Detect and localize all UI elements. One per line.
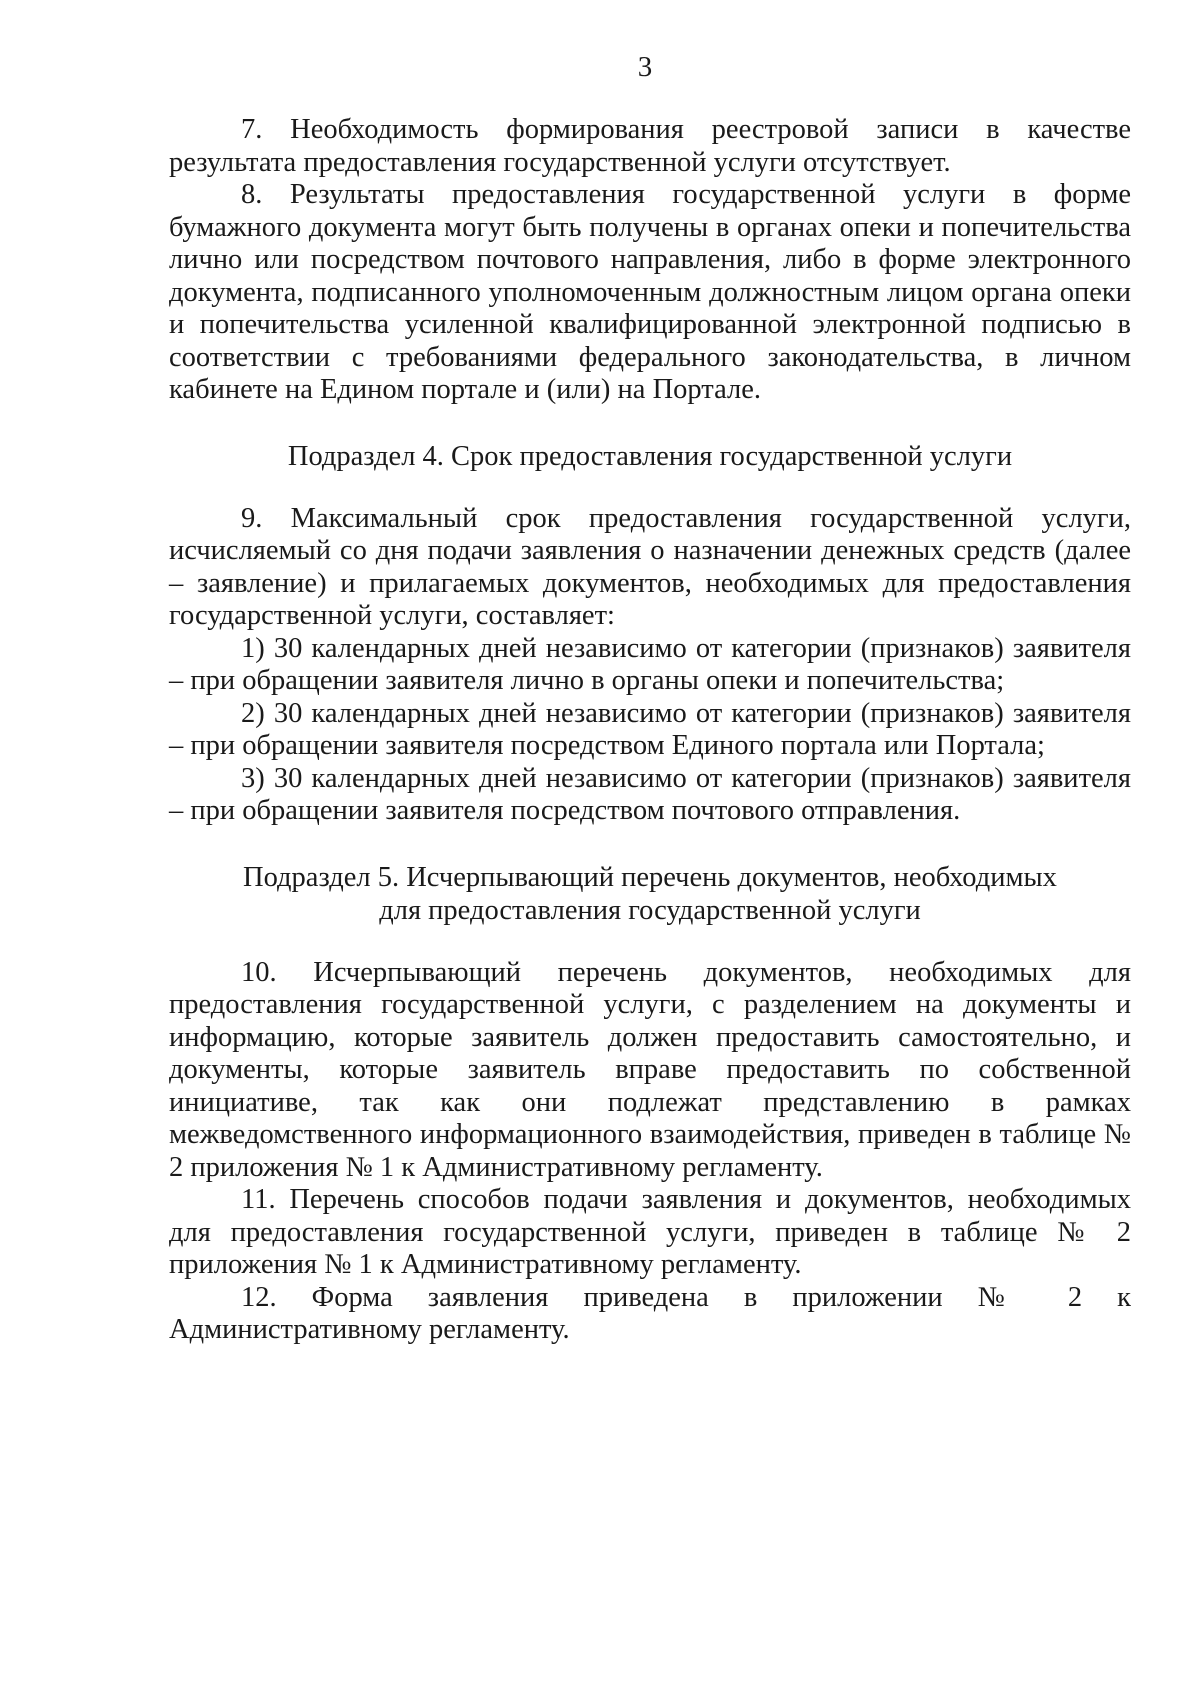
paragraph-10: 10. Исчерпывающий перечень документов, необходимых для предоставления государственной услуги, с разделением на документы и информацию, которые заявитель должен предоставить самостоятельно, и документы, которые заявитель вправе предоставить по собственной инициативе, так как они подлежат представлению в рамках межведомственного информационного взаимодействия, приведен в таблице № 2 приложения № 1 к Административному регламенту. <box>169 956 1131 1183</box>
subsection-5-heading-line-2: для предоставления государственной услуги <box>379 894 921 926</box>
page-number: 3 <box>637 51 653 83</box>
paragraph-8: 8. Результаты предоставления государственной услуги в форме бумажного документа могут быть получены в органах опеки и попечительства лично или посредством почтового направления, либо в форме электронного документа, подписанного уполномоченным должностным лицом органа опеки и попечительства усиленной квалифицированной электронной подписью в соответствии с требованиями федерального законодательства, в личном кабинете на Едином портале и (или) на Портале. <box>169 179 1131 405</box>
subsection-5-heading-line-1: Подраздел 5. Исчерпывающий перечень документов, необходимых <box>243 861 1057 893</box>
paragraph-9-item-2: 2) 30 календарных дней независимо от категории (признаков) заявителя – при обращении заявителя посредством Единого портала или Портала; <box>169 697 1131 761</box>
document-body <box>169 114 1131 1347</box>
paragraph-9-item-1: 1) 30 календарных дней независимо от категории (признаков) заявителя – при обращении заявителя лично в органы опеки и попечительства; <box>169 632 1131 696</box>
paragraph-12: 12. Форма заявления приведена в приложении № 2 к Административному регламенту. <box>169 1281 1131 1345</box>
paragraph-11: 11. Перечень способов подачи заявления и документов, необходимых для предоставления государственной услуги, приведен в таблице № 2 приложения № 1 к Административному регламенту. <box>169 1184 1131 1280</box>
subsection-4-heading: Подраздел 4. Срок предоставления государственной услуги <box>287 440 1013 472</box>
paragraph-9-item-3: 3) 30 календарных дней независимо от категории (признаков) заявителя – при обращении заявителя посредством почтового отправления. <box>169 762 1131 826</box>
paragraph-9: 9. Максимальный срок предоставления государственной услуги, исчисляемый со дня подачи заявления о назначении денежных средств (далее – заявление) и прилагаемых документов, необходимых для предоставления государственной услуги, составляет: <box>169 502 1131 631</box>
paragraph-7: 7. Необходимость формирования реестровой записи в качестве результата предоставления государственной услуги отсутствует. <box>169 114 1131 178</box>
subsection-5-heading <box>169 861 1131 927</box>
